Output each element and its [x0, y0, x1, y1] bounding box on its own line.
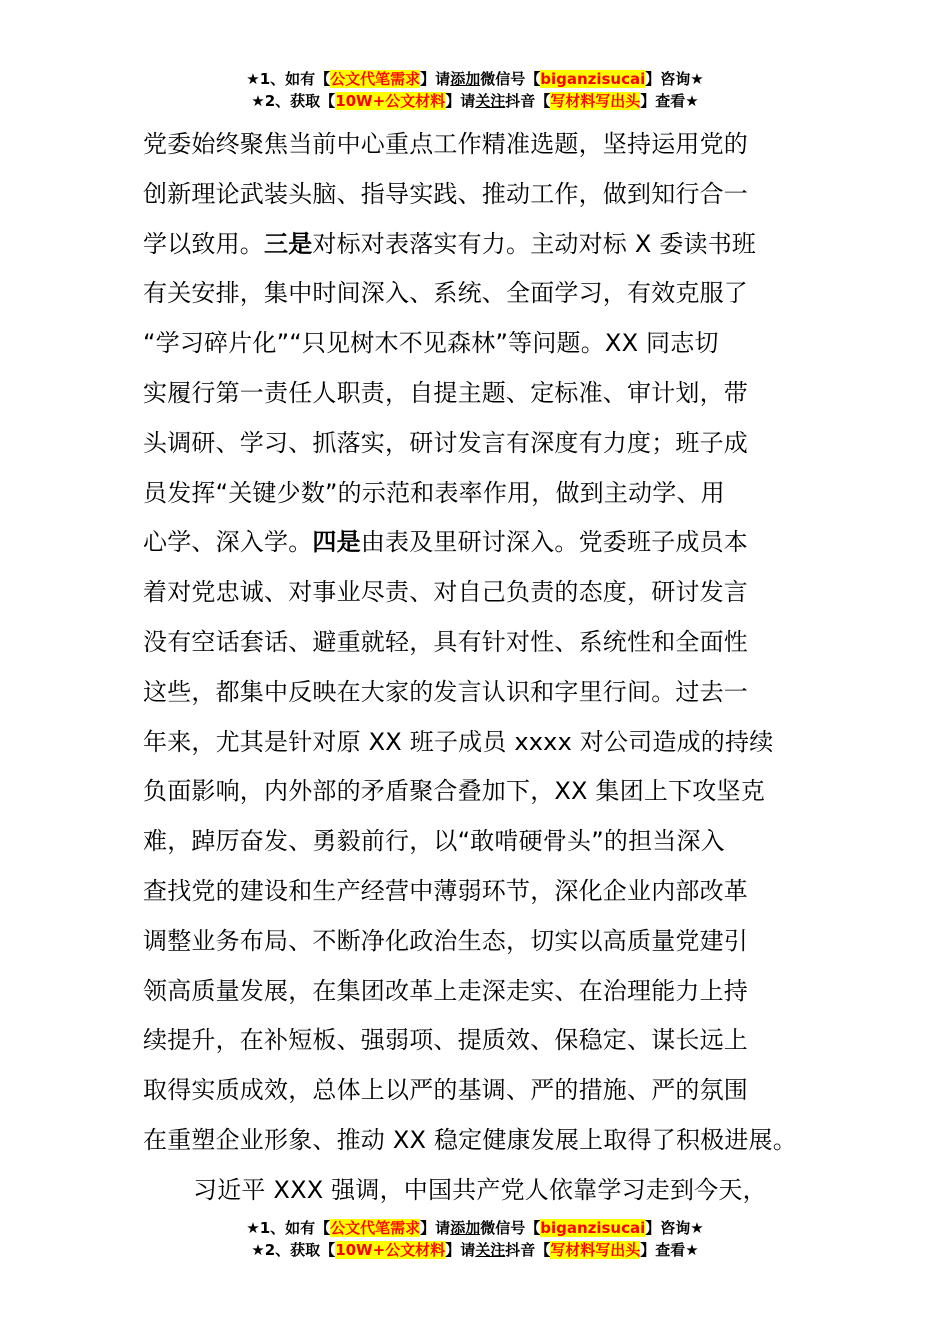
- banner-text: 】查看★: [640, 92, 699, 110]
- text-line: “学习碎片化”“只见树木不见森林”等问题。XX 同志切: [143, 329, 719, 358]
- banner-highlight: 10W+公文材料: [335, 1241, 446, 1259]
- text-line: 调整业务布局、不断净化政治生态，切实以高质量党建引: [143, 926, 748, 955]
- banner-text: 微信号【: [480, 1219, 541, 1237]
- text-run: 由表及里研讨深入。党委班子成员本: [360, 528, 749, 557]
- text-line: 实履行第一责任人职责，自提主题、定标准、审计划，带: [143, 378, 748, 407]
- banner-text: ★2、获取【: [251, 92, 336, 110]
- text-line: 在重塑企业形象、推动 XX 稳定健康发展上取得了积极进展。: [143, 1125, 797, 1154]
- text-line: 创新理论武装头脑、指导实践、推动工作，做到知行合一: [143, 179, 748, 208]
- banner-text: 抖音【: [505, 92, 551, 110]
- text-line: 取得实质成效，总体上以严的基调、严的措施、严的氛围: [143, 1076, 748, 1105]
- text-line: 领高质量发展，在集团改革上走深走实、在治理能力上持: [143, 976, 748, 1005]
- banner-text: 】请: [445, 1241, 476, 1259]
- banner-line-2: [0, 1239, 950, 1261]
- banner-text: 】咨询★: [645, 1219, 704, 1237]
- banner-highlight: 公文代笔需求: [330, 1219, 421, 1237]
- text-line: 续提升，在补短板、强弱项、提质效、保稳定、谋长远上: [143, 1026, 748, 1055]
- text-line: 着对党忠诚、对事业尽责、对自己负责的态度，研讨发言: [143, 578, 748, 607]
- banner-text: 抖音【: [505, 1241, 551, 1259]
- douyin-highlight: 写材料写出头: [550, 92, 641, 110]
- wechat-id-highlight: biganzisucai: [540, 1219, 646, 1237]
- text-run: 学以致用。: [143, 229, 264, 258]
- bold-run: 四是: [312, 528, 361, 557]
- text-line: [143, 518, 813, 568]
- text-line: 负面影响，内外部的矛盾聚合叠加下，XX 集团上下攻坚克: [143, 777, 765, 806]
- banner-line-2: [0, 90, 950, 112]
- text-line: 头调研、学习、抓落实，研讨发言有深度有力度；班子成: [143, 428, 748, 457]
- wechat-id-highlight: biganzisucai: [540, 70, 646, 88]
- text-line: 年来，尤其是针对原 XX 班子成员 xxxx 对公司造成的持续: [143, 727, 774, 756]
- text-line: [143, 220, 813, 270]
- banner-text: 】咨询★: [645, 70, 704, 88]
- banner-underline: 关注: [475, 92, 506, 110]
- text-run: 心学、深入学。: [143, 528, 313, 557]
- banner-text: 】查看★: [640, 1241, 699, 1259]
- banner-text: ★2、获取【: [251, 1241, 336, 1259]
- banner-text: ★1、如有【: [246, 1219, 331, 1237]
- banner-text: 】请: [420, 1219, 451, 1237]
- header-banner: [0, 68, 950, 112]
- douyin-highlight: 写材料写出头: [550, 1241, 641, 1259]
- banner-line-1: [0, 1217, 950, 1239]
- text-line: 这些，都集中反映在大家的发言认识和字里行间。过去一: [143, 677, 748, 706]
- banner-highlight: 公文代笔需求: [330, 70, 421, 88]
- banner-line-1: [0, 68, 950, 90]
- text-run: 对标对表落实有力。主动对标 X 委读书班: [312, 229, 757, 258]
- banner-underline: 添加: [450, 1219, 481, 1237]
- banner-underline: 关注: [475, 1241, 506, 1259]
- footer-banner: [0, 1217, 950, 1261]
- banner-underline: 添加: [450, 70, 481, 88]
- bold-run: 三是: [264, 229, 313, 258]
- banner-text: 】请: [420, 70, 451, 88]
- text-line: 难，踔厉奋发、勇毅前行，以“敢啃硬骨头”的担当深入: [143, 827, 725, 856]
- banner-text: 微信号【: [480, 70, 541, 88]
- banner-highlight: 10W+公文材料: [335, 92, 446, 110]
- text-line: 没有空话套话、避重就轻，具有针对性、系统性和全面性: [143, 627, 748, 656]
- text-line: 有关安排，集中时间深入、系统、全面学习，有效克服了: [143, 279, 748, 308]
- banner-text: 】请: [445, 92, 476, 110]
- text-line: 党委始终聚焦当前中心重点工作精准选题，坚持运用党的: [143, 130, 748, 158]
- text-line: 员发挥“关键少数”的示范和表率作用，做到主动学、用: [143, 478, 725, 507]
- banner-text: ★1、如有【: [246, 70, 331, 88]
- paragraph-start-line: 习近平 XXX 强调，中国共产党人依靠学习走到今天，: [193, 1175, 767, 1204]
- document-body: [143, 120, 813, 1216]
- text-line: 查找党的建设和生产经营中薄弱环节，深化企业内部改革: [143, 876, 748, 905]
